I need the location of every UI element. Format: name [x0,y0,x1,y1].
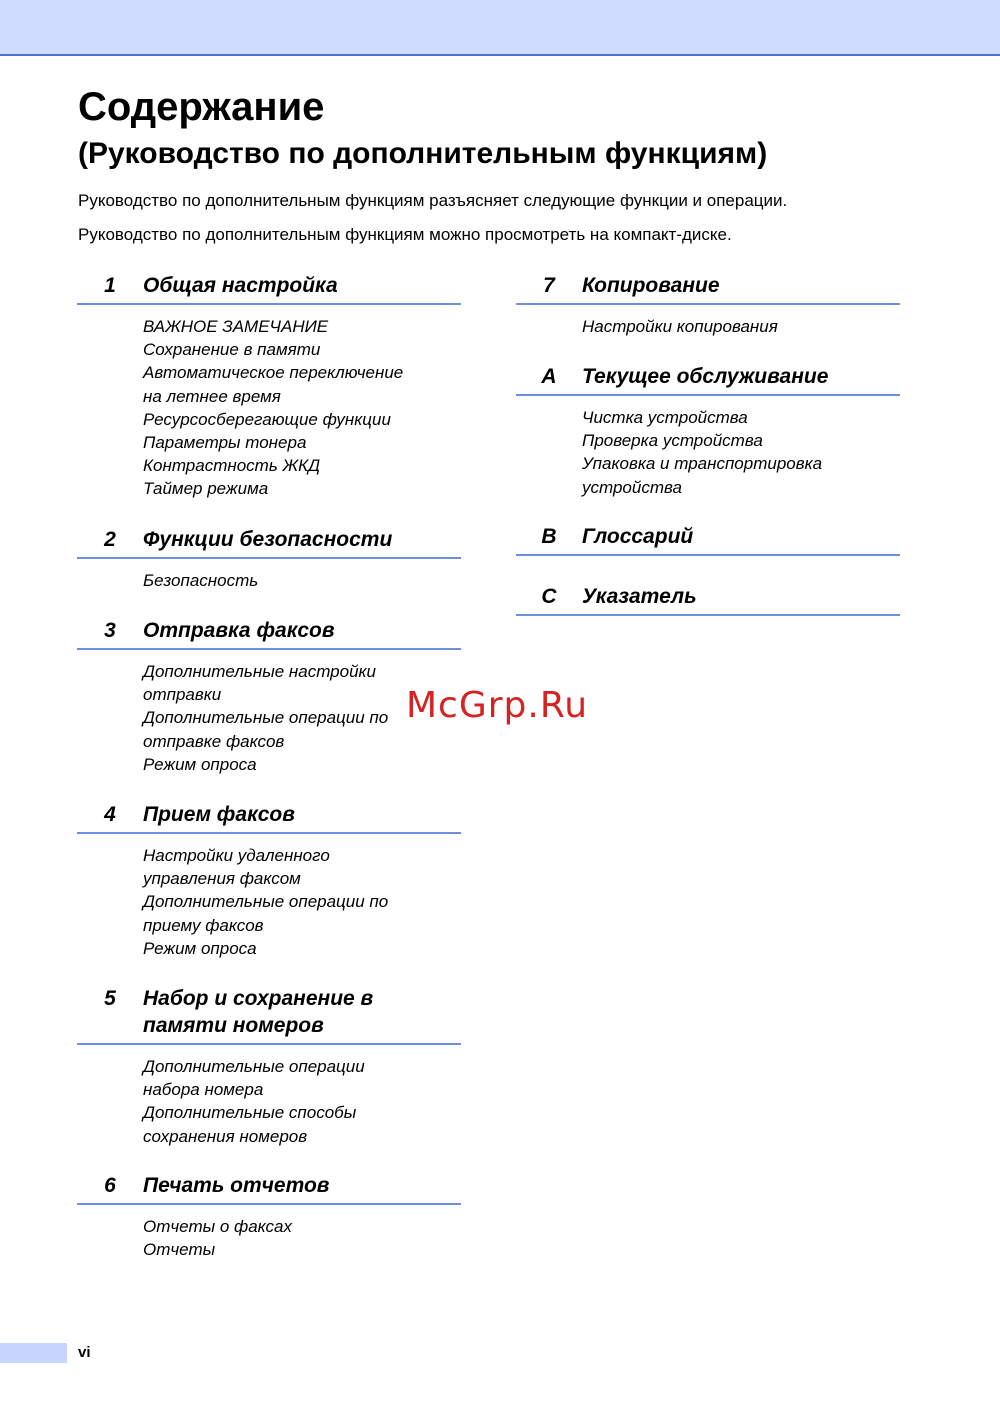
chapter-heading[interactable] [516,523,900,556]
chapter-title: Печать отчетов [143,1174,330,1197]
topic-item[interactable]: Дополнительные операции [143,1057,365,1076]
chapter-7 [516,272,900,338]
chapter-heading[interactable] [77,801,461,834]
topic-item[interactable]: Отчеты о факсах [143,1217,292,1236]
topic-item[interactable]: Режим опроса [143,754,257,774]
chapter-1 [77,272,461,501]
topic-item[interactable]: Ресурсосберегающие функции [143,409,391,429]
chapter-heading[interactable] [77,272,461,305]
chapter-heading[interactable] [516,363,900,396]
chapter-number: 2 [104,528,116,551]
chapter-number: 1 [104,274,116,297]
topic-list [77,569,461,592]
topic-item[interactable]: управления факсом [143,869,301,889]
topic-item[interactable]: Чистка устройства [582,408,748,427]
topic-list [77,660,461,776]
chapter-2 [77,526,461,592]
chapter-title: Копирование [582,274,720,297]
topic-item[interactable]: Настройки удаленного [143,846,330,865]
chapter-number: C [541,585,557,608]
chapter-heading[interactable] [516,272,900,305]
footer-band [0,1343,67,1363]
topic-list [77,1055,461,1148]
chapter-number: 4 [104,803,116,826]
topic-item[interactable]: на летнее время [143,386,281,406]
topic-item[interactable]: Сохранение в памяти [143,340,321,360]
chapter-title-line-2: памяти номеров [143,1014,324,1037]
chapter-6 [77,1172,461,1261]
topic-item[interactable]: приему факсов [143,915,264,935]
topic-item[interactable]: ВАЖНОЕ ЗАМЕЧАНИЕ [143,317,329,336]
chapter-number: 7 [543,274,555,297]
chapter-heading[interactable] [77,1172,461,1205]
chapter-title: Прием факсов [143,803,295,826]
chapter-title-line-1: Набор и сохранение в [143,987,374,1010]
topic-item[interactable]: Настройки копирования [582,317,778,336]
chapter-title: Текущее обслуживание [582,365,829,388]
chapter-3 [77,617,461,776]
chapter-number: 6 [104,1174,116,1197]
topic-item[interactable]: Параметры тонера [143,433,307,453]
topic-list [516,406,900,499]
chapter-number: B [541,525,557,548]
intro-line-1: Руководство по дополнительным функциям разъясняет следующие функции и операции. [78,191,788,210]
page-number: vi [78,1344,91,1361]
topic-item[interactable]: сохранения номеров [143,1126,308,1146]
topic-item[interactable]: устройства [582,477,682,497]
topic-item[interactable]: Автоматическое переключение [143,363,404,383]
chapter-title: Глоссарий [582,525,694,548]
chapter-number: A [541,365,557,388]
appendix-b [516,523,900,556]
intro-line-2: Руководство по дополнительным функциям можно просмотреть на компакт-диске. [78,225,732,244]
chapter-title: Общая настройка [143,274,338,297]
topic-item[interactable]: отправке факсов [143,731,285,751]
chapter-title [143,985,373,1039]
topic-list [77,844,461,960]
topic-item[interactable]: Дополнительные операции по [143,708,389,728]
chapter-title: Функции безопасности [143,528,393,551]
chapter-heading[interactable] [77,526,461,559]
topic-item[interactable]: Отчеты [143,1240,216,1260]
topic-list [77,315,461,501]
chapter-heading[interactable] [77,617,461,650]
chapter-title: Указатель [582,585,697,608]
topic-item[interactable]: Дополнительные настройки [143,662,377,681]
appendix-c [516,583,900,616]
topic-item[interactable]: отправки [143,685,222,705]
topic-item[interactable]: Контрастность ЖКД [143,456,321,476]
topic-item[interactable]: Безопасность [143,571,259,590]
topic-item[interactable]: Упаковка и транспортировка [582,454,823,474]
page-title: Содержание [78,85,325,129]
topic-item[interactable]: Дополнительные способы [143,1103,357,1123]
chapter-5 [77,985,461,1148]
topic-item[interactable]: Проверка устройства [582,431,763,451]
topic-list [516,315,900,338]
appendix-a [516,363,900,499]
chapter-title: Отправка факсов [143,619,335,642]
header-band [0,0,1000,56]
chapter-heading[interactable] [516,583,900,616]
topic-item[interactable]: Таймер режима [143,479,269,499]
page-subtitle: (Руководство по дополнительным функциям) [78,137,768,170]
topic-item[interactable]: набора номера [143,1080,264,1100]
chapter-4 [77,801,461,960]
chapter-heading[interactable] [77,985,461,1045]
topic-item[interactable]: Дополнительные операции по [143,892,389,912]
topic-item[interactable]: Режим опроса [143,938,257,958]
topic-list [77,1215,461,1261]
chapter-number: 5 [104,987,116,1010]
chapter-number: 3 [104,619,116,642]
watermark: McGrp.Ru [406,685,589,726]
